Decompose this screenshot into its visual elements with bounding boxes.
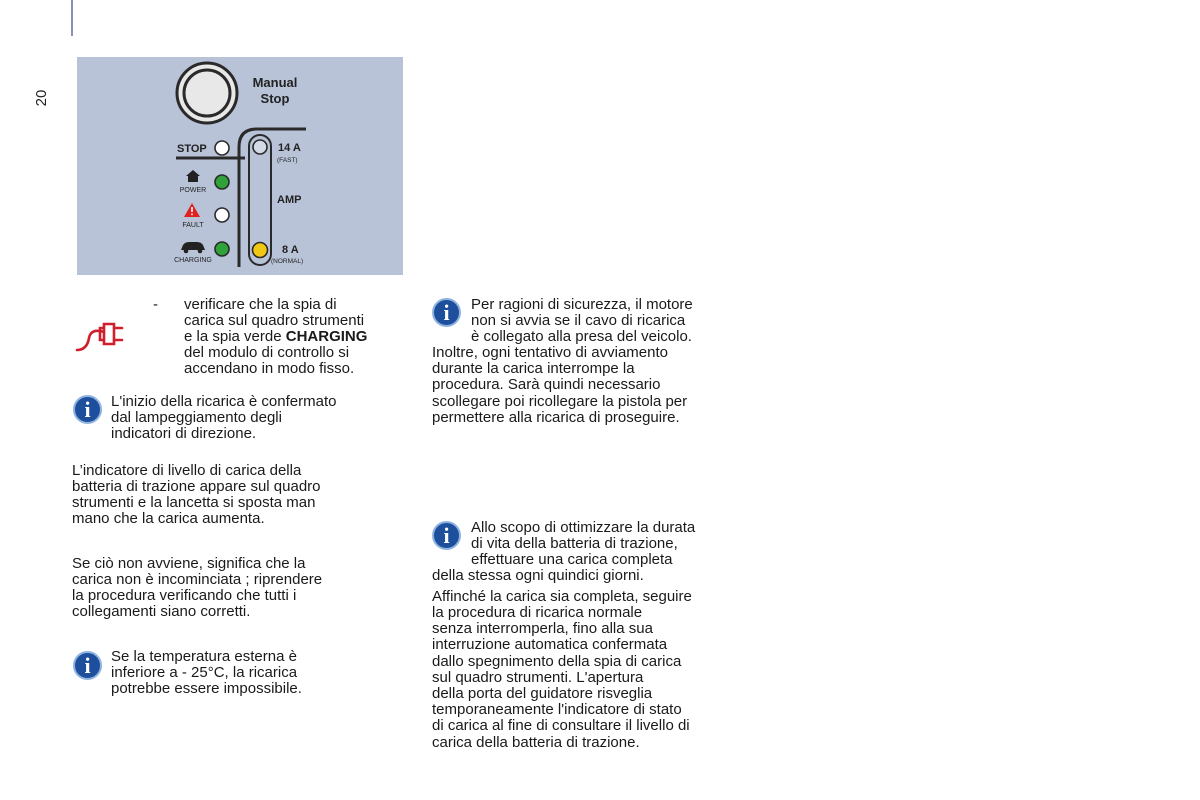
info-text-line: L'inizio della ricarica è confermato	[111, 393, 337, 410]
info-text-line: scollegare poi ricollegare la pistola per	[432, 393, 688, 410]
charging-emphasis: CHARGING	[285, 328, 368, 345]
info-icon: i	[73, 651, 102, 680]
stop-indicator-light	[215, 141, 229, 155]
bullet-line: carica sul quadro strumenti	[184, 312, 365, 329]
info-text-line: Allo scopo di ottimizzare la durata	[471, 519, 696, 536]
paragraph-line: Se ciò non avviene, significa che la	[72, 555, 306, 572]
info-text-line: permettere alla ricarica di proseguire.	[432, 409, 680, 426]
info-text-line: durante la carica interrompe la	[432, 360, 635, 377]
paragraph-line: carica della batteria di trazione.	[432, 734, 640, 751]
bullet-line: verificare che la spia di	[184, 296, 337, 313]
top-margin-rule	[71, 0, 73, 36]
info-text-line: Per ragioni di sicurezza, il motore	[471, 296, 693, 313]
paragraph-line: Affinché la carica sia completa, seguire	[432, 588, 692, 605]
info-text-line: di vita della batteria di trazione,	[471, 535, 678, 552]
fault-label: FAULT	[182, 222, 204, 229]
paragraph-line: della porta del guidatore risveglia	[432, 685, 653, 702]
14a-label: 14 A	[278, 142, 301, 154]
warning-triangle-icon	[184, 203, 200, 217]
bullet-line: e la spia verde CHARGING	[184, 328, 368, 345]
info-text-line: Se la temperatura esterna è	[111, 648, 297, 665]
info-text-line: potrebbe essere impossibile.	[111, 680, 302, 697]
paragraph-line: la procedura di ricarica normale	[432, 604, 643, 621]
info-text-line: procedura. Sarà quindi necessario	[432, 376, 661, 393]
normal-label: (NORMAL)	[271, 258, 304, 265]
bullet-line: accendano in modo fisso.	[184, 360, 355, 377]
paragraph-line: mano che la carica aumenta.	[72, 510, 265, 527]
car-icon	[181, 242, 205, 253]
paragraph-line: di carica al fine di consultare il livello di	[432, 717, 690, 734]
page-number: 20	[33, 89, 50, 107]
fault-indicator-light	[215, 208, 229, 222]
paragraph-line: collegamenti siano corretti.	[72, 603, 251, 620]
info-text-line: inferiore a - 25°C, la ricarica	[111, 664, 298, 681]
manual-stop-button	[177, 63, 237, 123]
paragraph-line: senza interromperla, fino alla sua	[432, 620, 653, 637]
info-icon: i	[432, 298, 461, 327]
info-icon: i	[432, 521, 461, 550]
paragraph-line: sul quadro strumenti. L'apertura	[432, 669, 644, 686]
power-indicator-light	[215, 175, 229, 189]
fast-label: (FAST)	[277, 157, 298, 164]
charging-control-panel	[77, 57, 403, 275]
paragraph-line: temporaneamente l'indicatore di stato	[432, 701, 682, 718]
paragraph-line: L’indicatore di livello di carica della	[72, 462, 302, 479]
power-label: POWER	[179, 187, 207, 194]
paragraph-line: interruzione automatica confermata	[432, 636, 668, 653]
info-text-line: dal lampeggiamento degli	[111, 409, 282, 426]
bullet-dash: -	[153, 296, 158, 313]
manual-label: Manual	[252, 75, 298, 90]
charging-plug-icon	[74, 316, 138, 356]
paragraph-line: strumenti e la lancetta si sposta man	[72, 494, 316, 511]
charging-label: CHARGING	[174, 257, 212, 264]
info-text-line: della stessa ogni quindici giorni.	[432, 567, 644, 584]
paragraph-line: la procedura verificando che tutti i	[72, 587, 297, 604]
paragraph-line: dallo spegnimento della spia di carica	[432, 653, 682, 670]
8a-indicator-light	[253, 243, 268, 258]
house-icon	[186, 170, 200, 182]
info-text-line: Inoltre, ogni tentativo di avviamento	[432, 344, 668, 361]
charging-indicator-light	[215, 242, 229, 256]
8a-label: 8 A	[282, 244, 299, 256]
info-text-line: non si avvia se il cavo di ricarica	[471, 312, 686, 329]
stop-indicator-label: STOP	[177, 143, 207, 155]
amp-label: AMP	[277, 194, 302, 206]
info-icon: i	[73, 395, 102, 424]
bullet-line: del modulo di controllo si	[184, 344, 350, 361]
14a-indicator-light	[253, 140, 267, 154]
info-text-line: indicatori di direzione.	[111, 425, 257, 442]
paragraph-line: carica non è incominciata ; riprendere	[72, 571, 323, 588]
info-text-line: è collegato alla presa del veicolo.	[471, 328, 692, 345]
info-text-line: effettuare una carica completa	[471, 551, 673, 568]
stop-label: Stop	[260, 91, 290, 106]
paragraph-line: batteria di trazione appare sul quadro	[72, 478, 321, 495]
